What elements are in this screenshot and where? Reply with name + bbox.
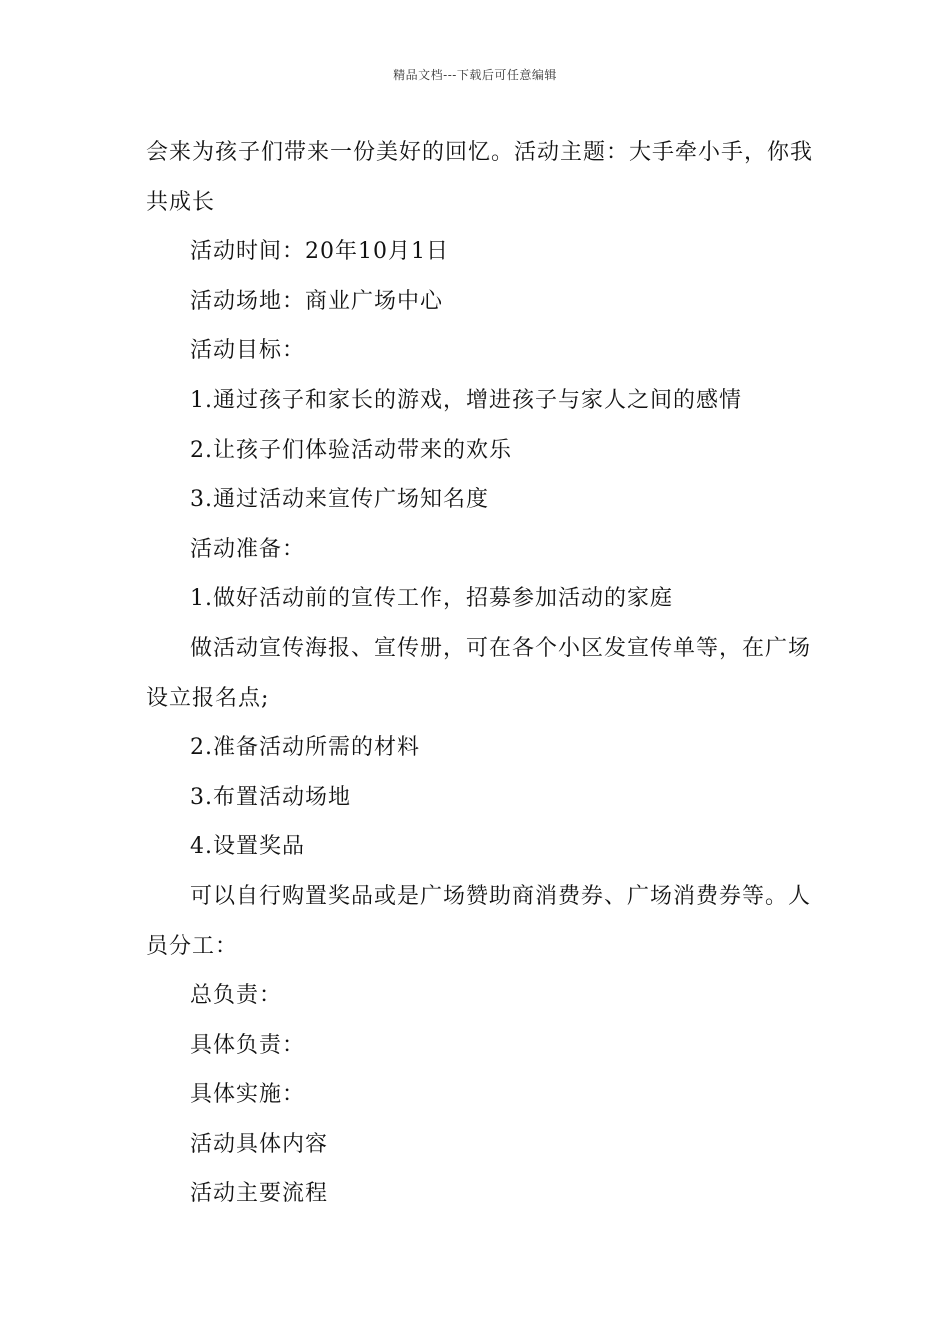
list-item: 1.做好活动前的宣传工作，招募参加活动的家庭 [190, 586, 673, 612]
list-item: 2.准备活动所需的材料 [190, 735, 420, 761]
page-header: 精品文档---下载后可任意编辑 [393, 68, 557, 82]
body-line: 可以自行购置奖品或是广场赞助商消费券、广场消费券等。人 [190, 883, 812, 909]
list-item: 1.通过孩子和家长的游戏，增进孩子与家人之间的感情 [190, 387, 742, 413]
document-body [146, 128, 814, 1219]
body-line: 会来为孩子们带来一份美好的回忆。活动主题：大手牵小手，你我 [146, 140, 814, 165]
field-label: 具体负责： [190, 1032, 306, 1058]
list-item: 4.设置奖品 [190, 834, 305, 860]
body-line: 活动时间：20年10月1日 [190, 239, 449, 265]
list-item: 3.通过活动来宣传广场知名度 [190, 487, 489, 513]
section-heading: 活动主要流程 [190, 1181, 329, 1207]
body-line: 做活动宣传海报、宣传册，可在各个小区发宣传单等，在广场 [190, 635, 812, 661]
body-line: 员分工： [146, 933, 239, 959]
field-label: 具体实施： [190, 1082, 306, 1108]
body-line: 设立报名点; [146, 685, 270, 711]
section-heading: 活动具体内容 [190, 1131, 329, 1157]
body-line: 共成长 [146, 189, 216, 215]
body-line: 活动场地：商业广场中心 [190, 288, 444, 314]
section-heading: 活动准备： [190, 536, 306, 562]
list-item: 3.布置活动场地 [190, 784, 351, 810]
list-item: 2.让孩子们体验活动带来的欢乐 [190, 437, 512, 463]
field-label: 总负责： [190, 983, 283, 1009]
section-heading: 活动目标： [190, 338, 306, 364]
